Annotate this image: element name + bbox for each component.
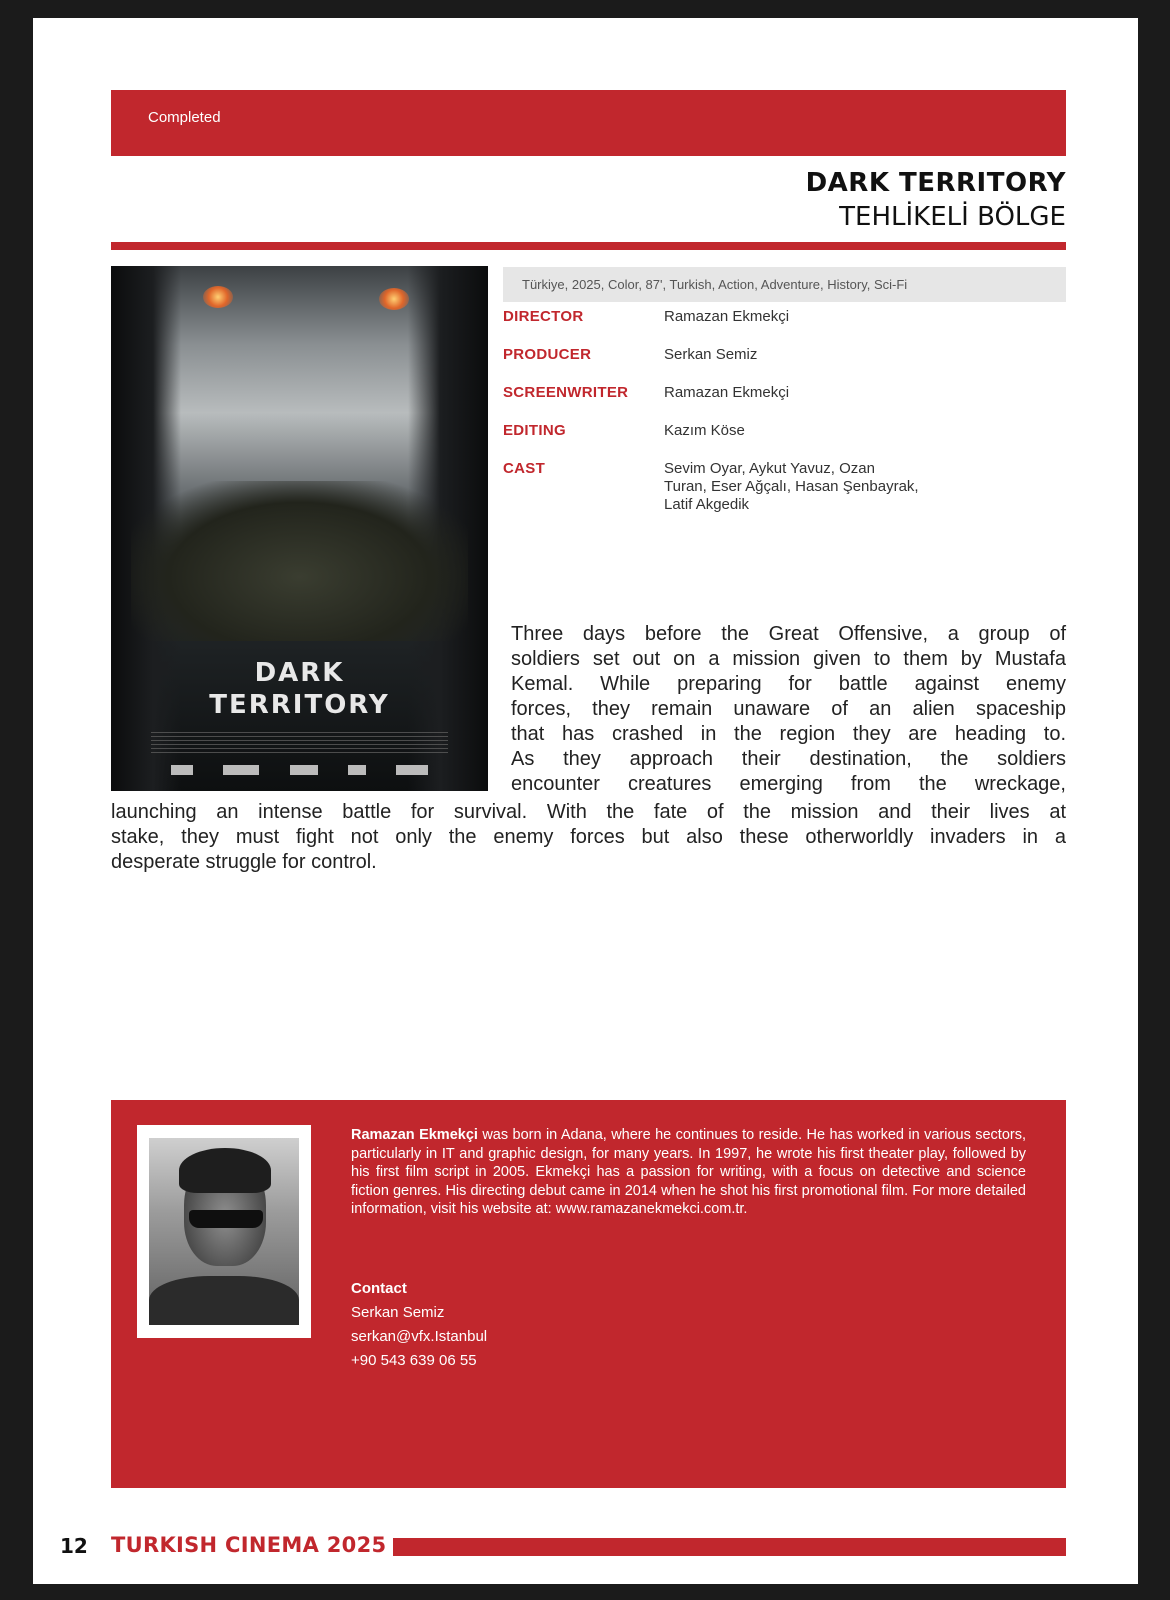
director-photo-frame [137, 1125, 311, 1338]
sunglasses-icon [189, 1210, 263, 1228]
director-bio-box [111, 1100, 1066, 1488]
synopsis-line: Kemal. While preparing for battle against enemy [511, 673, 1066, 695]
editing-value: Kazım Köse [664, 422, 745, 439]
producer-label: PRODUCER [503, 346, 592, 363]
bio-body: was born in Adana, where he continues to reside. He has worked in various sectors, particularly in IT and graphic design, for many years. In 1997, he wrote his first theater play, followed by his first film script in 2005. Ekmekçi has a passion for writing, with a focus on detective and science fiction genres. His directing debut came in 2014 when he shot his first promotional film. For more detailed information, visit his website at: www.ramazanekmekci.com.tr. [351, 1127, 1026, 1217]
synopsis-line: that has crashed in the region they are heading to. [511, 723, 1066, 745]
cast-line: Sevim Oyar, Aykut Yavuz, Ozan [664, 460, 875, 477]
contact-phone[interactable]: +90 543 639 06 55 [351, 1352, 477, 1369]
synopsis-wrapped [511, 622, 1066, 797]
synopsis-line: forces, they remain unaware of an alien spaceship [511, 698, 1066, 720]
poster-soldiers-group [131, 481, 468, 641]
poster-title-line2: TERRITORY [209, 690, 390, 720]
footer-rule [393, 1538, 1066, 1556]
synopsis-line: stake, they must fight not only the enemy forces but also these otherworldly invaders in a [111, 826, 1066, 848]
poster-title-line1: DARK [254, 658, 345, 688]
status-banner [111, 90, 1066, 156]
screenwriter-value: Ramazan Ekmekçi [664, 384, 790, 401]
synopsis-line: desperate struggle for control. [111, 851, 377, 873]
synopsis-line: encounter creatures emerging from the wreckage, [511, 773, 1066, 795]
screenwriter-label: SCREENWRITER [503, 384, 629, 401]
poster-logo-vfx [171, 765, 193, 775]
catalog-page [33, 18, 1138, 1584]
poster-fire-left [203, 286, 233, 308]
contact-name: Serkan Semiz [351, 1304, 445, 1321]
synopsis-full-width [111, 800, 1066, 875]
poster-logo-yensei [396, 765, 428, 775]
film-title-english: DARK TERRITORY [805, 168, 1066, 198]
director-bio-text [351, 1126, 1026, 1219]
synopsis-line: soldiers set out on a mission given to them by Mustafa [511, 648, 1066, 670]
director-label: DIRECTOR [503, 308, 584, 325]
contact-email[interactable]: serkan@vfx.Istanbul [351, 1328, 488, 1345]
film-title-turkish: TEHLİKELİ BÖLGE [839, 202, 1066, 232]
title-divider [111, 242, 1066, 250]
bio-director-name: Ramazan Ekmekçi [351, 1127, 478, 1143]
cast-label: CAST [503, 460, 546, 477]
poster-fire-right [379, 288, 409, 310]
film-poster [111, 266, 488, 791]
poster-credit-block [151, 732, 448, 754]
status-label: Completed [148, 109, 221, 126]
poster-logo-strip [171, 762, 428, 778]
director-value: Ramazan Ekmekçi [664, 308, 790, 325]
film-meta-text: Türkiye, 2025, Color, 87', Turkish, Action, Adventure, History, Sci-Fi [522, 277, 908, 292]
producer-value: Serkan Semiz [664, 346, 758, 363]
poster-logo-mojo [290, 765, 318, 775]
contact-heading: Contact [351, 1280, 407, 1297]
film-meta-bar [503, 267, 1066, 302]
synopsis-line: launching an intense battle for survival. With the fate of the mission and their lives at [111, 801, 1066, 823]
poster-logo-fund [348, 765, 366, 775]
page-number: 12 [60, 1534, 88, 1558]
synopsis-line: Three days before the Great Offensive, a group of [511, 623, 1066, 645]
poster-logo-ministry [223, 765, 259, 775]
cast-line: Latif Akgedik [664, 496, 750, 513]
cast-value [664, 460, 964, 514]
director-photo [149, 1138, 299, 1325]
photo-hair [179, 1148, 271, 1193]
photo-shoulders [149, 1276, 299, 1325]
editing-label: EDITING [503, 422, 566, 439]
synopsis-line: As they approach their destination, the soldiers [511, 748, 1066, 770]
footer-title: TURKISH CINEMA 2025 [111, 1533, 387, 1557]
cast-line: Turan, Eser Ağçalı, Hasan Şenbayrak, [664, 478, 919, 495]
